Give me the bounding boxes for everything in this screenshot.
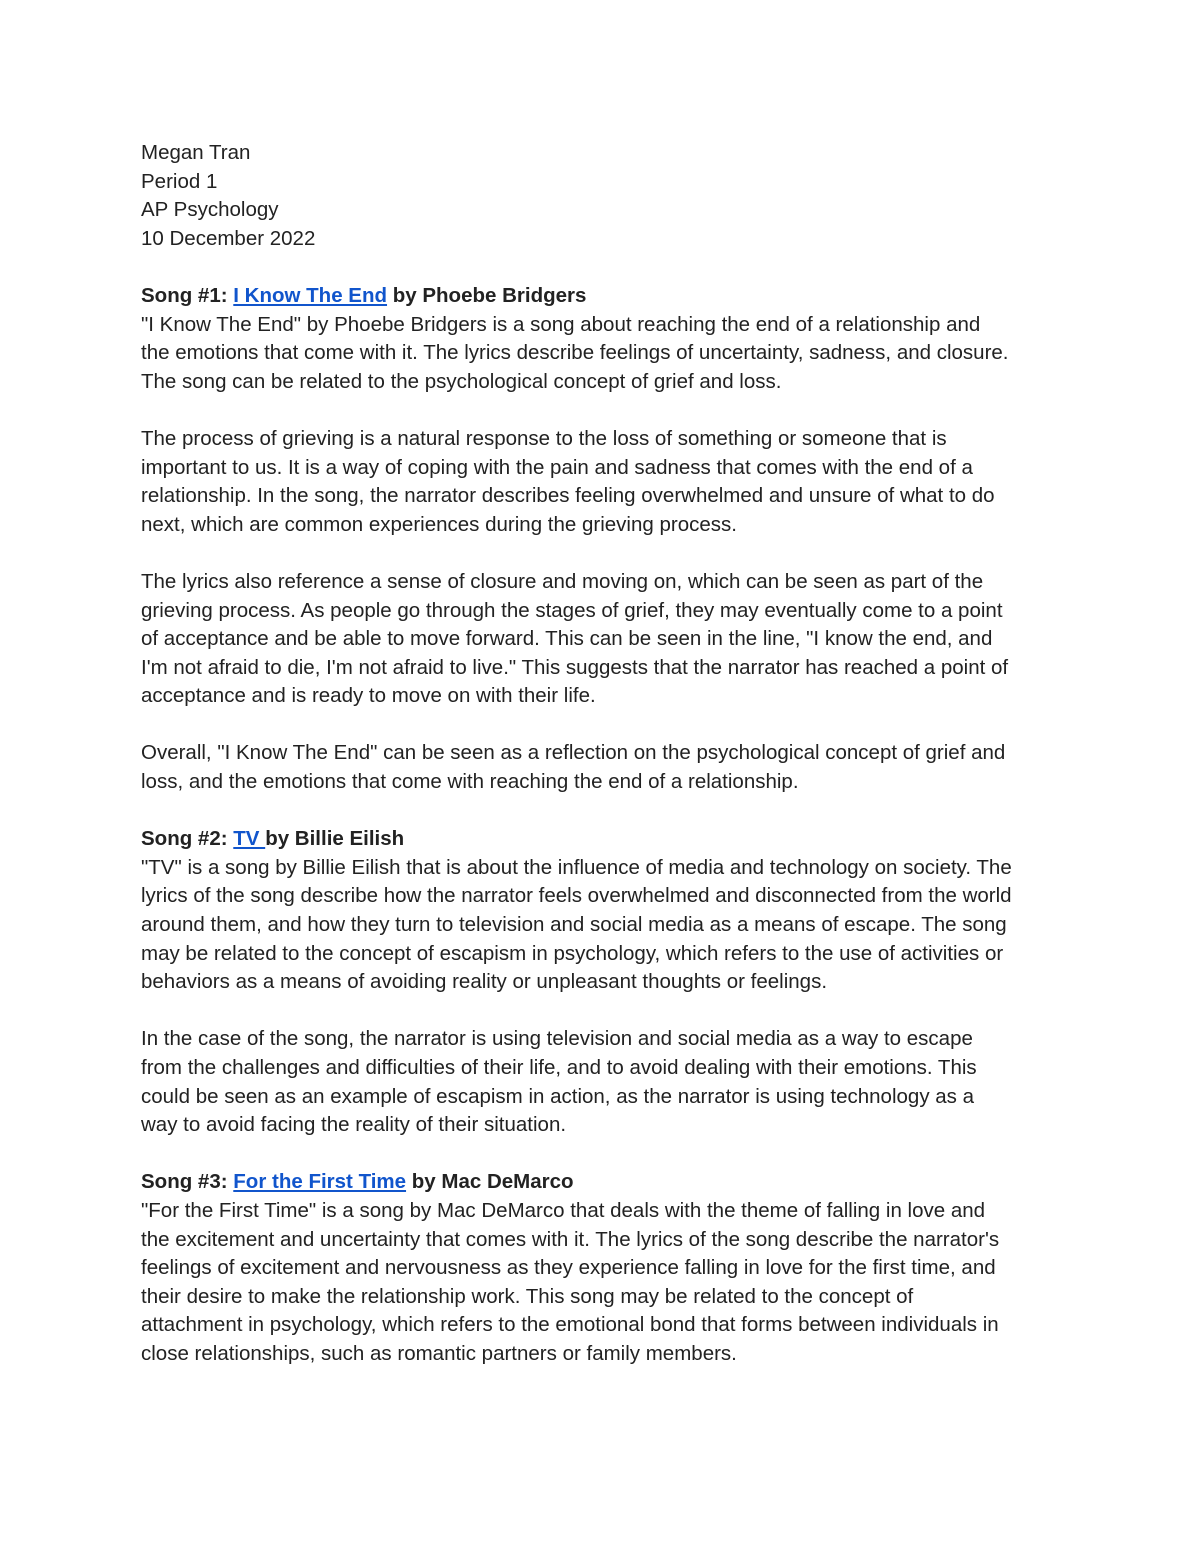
paragraph-line: Overall, "I Know The End" can be seen as a reflection on the psychological concept of grief and	[141, 741, 1006, 765]
header-block	[141, 139, 1066, 253]
paragraph	[141, 568, 1066, 711]
paragraph-line: "I Know The End" by Phoebe Bridgers is a song about reaching the end of a relationship and	[141, 312, 981, 336]
paragraph-line: loss, and the emotions that come with reaching the end of a relationship.	[141, 770, 799, 794]
song-section-3	[141, 1168, 1066, 1368]
paragraph-line: their desire to make the relationship work. This song may be related to the concept of	[141, 1284, 914, 1308]
paragraph-line: of acceptance and be able to move forward. This can be seen in the line, "I know the end, and	[141, 627, 993, 651]
paragraph-line: "For the First Time" is a song by Mac DeMarco that deals with the theme of falling in love and	[141, 1198, 986, 1222]
paragraph-line: lyrics of the song describe how the narrator feels overwhelmed and disconnected from the world	[141, 884, 1012, 908]
paragraph	[141, 739, 1066, 796]
spacer	[141, 711, 1066, 740]
song-section-2	[141, 825, 1066, 1140]
paragraph	[141, 311, 1066, 397]
spacer	[141, 1140, 1066, 1169]
song-artist: by Mac DeMarco	[411, 1170, 574, 1194]
paragraph-line: The lyrics also reference a sense of closure and moving on, which can be seen as part of the	[141, 569, 984, 593]
paragraph-line: In the case of the song, the narrator is using television and social media as a way to escape	[141, 1027, 973, 1051]
paragraph-line: the excitement and uncertainty that comes with it. The lyrics of the song describe the narrator's	[141, 1227, 1000, 1251]
paragraph	[141, 1025, 1066, 1139]
paragraph-line: acceptance and is ready to move on with their life.	[141, 684, 596, 708]
paragraph-line: could be seen as an example of escapism in action, as the narrator is using technology as a	[141, 1084, 975, 1108]
song-link-i-know-the-end[interactable]: I Know The End	[233, 283, 388, 307]
class-period: Period 1	[141, 169, 218, 193]
paragraph-line: relationship. In the song, the narrator describes feeling overwhelmed and unsure of what to do	[141, 484, 995, 508]
paragraph-line: The song can be related to the psychological concept of grief and loss.	[141, 369, 782, 393]
paragraph-line: grieving process. As people go through the stages of grief, they may eventually come to a point	[141, 598, 1003, 622]
song-heading	[141, 282, 1066, 311]
paragraph-line: behaviors as a means of avoiding reality or unpleasant thoughts or feelings.	[141, 970, 828, 994]
song-artist: by Phoebe Bridgers	[392, 283, 587, 307]
song-artist: by Billie Eilish	[265, 827, 405, 851]
song-label: Song #2:	[141, 827, 228, 851]
paragraph	[141, 1197, 1066, 1369]
paragraph-line: important to us. It is a way of coping with the pain and sadness that comes with the end of a	[141, 455, 973, 479]
song-heading	[141, 825, 1066, 854]
paragraph	[141, 425, 1066, 539]
paragraph-line: The process of grieving is a natural response to the loss of something or someone that is	[141, 426, 947, 450]
paragraph-line: next, which are common experiences during the grieving process.	[141, 512, 737, 536]
paragraph-line: the emotions that come with it. The lyrics describe feelings of uncertainty, sadness, and closure.	[141, 341, 1009, 365]
document-date: 10 December 2022	[141, 226, 316, 250]
paragraph-line: may be related to the concept of escapism in psychology, which refers to the use of activities or	[141, 941, 1004, 965]
spacer	[141, 396, 1066, 425]
paragraph-line: from the challenges and difficulties of their life, and to avoid dealing with their emotions. This	[141, 1056, 977, 1079]
document-page	[141, 139, 1066, 1369]
paragraph	[141, 854, 1066, 997]
spacer	[141, 253, 1066, 282]
paragraph-line: I'm not afraid to die, I'm not afraid to live." This suggests that the narrator has reached a point of	[141, 655, 1009, 679]
song-link-text: TV	[233, 827, 260, 851]
course-name: AP Psychology	[141, 198, 279, 222]
spacer	[141, 797, 1066, 826]
song-section-1	[141, 282, 1066, 797]
spacer	[141, 997, 1066, 1026]
paragraph-line: feelings of excitement and nervousness as they experience falling in love for the first time, and	[141, 1256, 996, 1280]
song-heading	[141, 1168, 1066, 1197]
song-label: Song #1:	[141, 283, 228, 307]
paragraph-line: attachment in psychology, which refers to the emotional bond that forms between individuals in	[141, 1313, 999, 1337]
song-label: Song #3:	[141, 1170, 228, 1194]
paragraph-line: close relationships, such as romantic partners or family members.	[141, 1341, 737, 1365]
spacer	[141, 539, 1066, 568]
author-name: Megan Tran	[141, 141, 251, 164]
song-link-for-the-first-time[interactable]: For the First Time	[233, 1170, 407, 1194]
paragraph-line: "TV" is a song by Billie Eilish that is about the influence of media and technology on society. The	[141, 855, 1012, 879]
song-link-tv[interactable]	[233, 827, 265, 850]
paragraph-line: around them, and how they turn to television and social media as a means of escape. The song	[141, 913, 1007, 937]
paragraph-line: way to avoid facing the reality of their situation.	[141, 1113, 567, 1137]
